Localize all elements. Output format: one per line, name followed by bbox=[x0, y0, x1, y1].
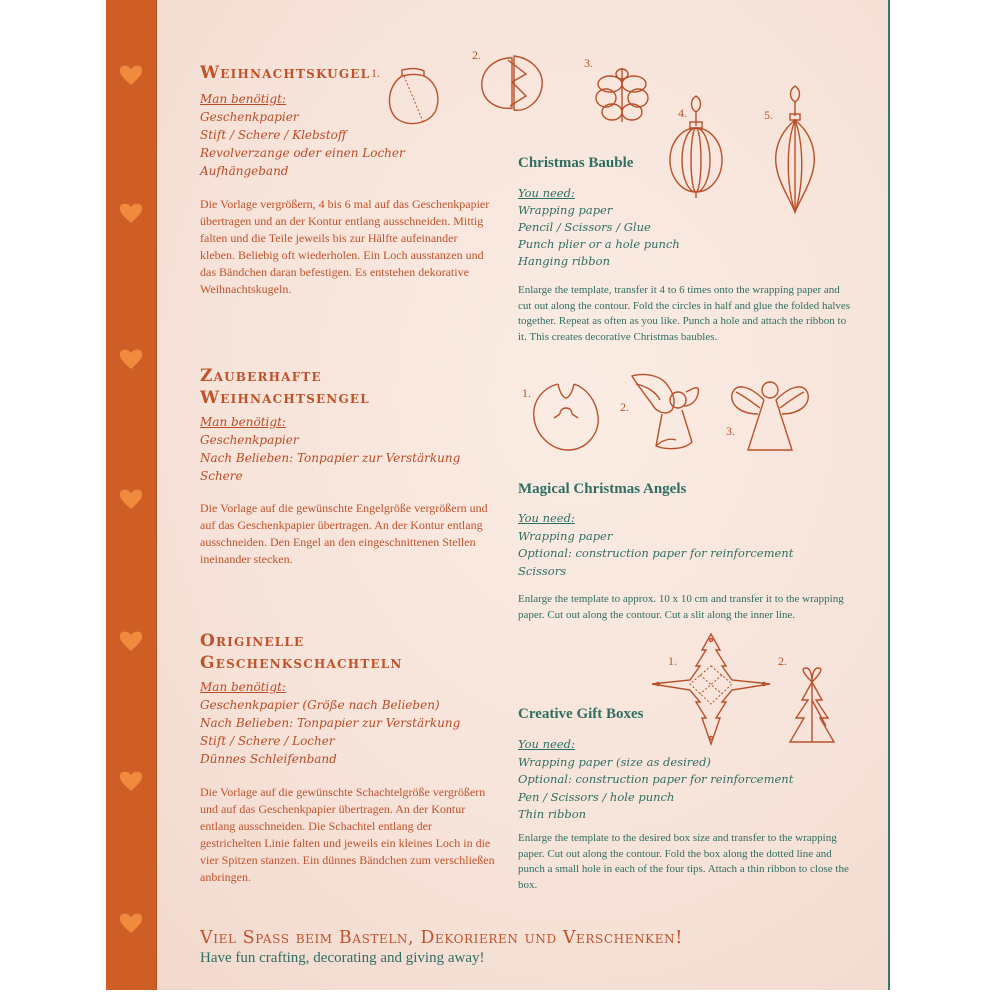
heart-icon bbox=[118, 62, 144, 88]
step-number: 3. bbox=[726, 424, 735, 438]
need-item: Nach Belieben: Tonpapier zur Verstärkung bbox=[200, 716, 461, 730]
step-number: 2. bbox=[472, 48, 481, 62]
bauble-instructions-de: Die Vorlage vergrößern, 4 bis 6 mal auf das Geschenkpapier übertragen und an der Kontur entlang ausschneiden. Mittig falten und die Teile jeweils bis zur Hälfte aufeinander kleben. Beliebig oft wiederholen. Ein Loch ausstanzen und das Bändchen daran befestigen. Es entstehen dekorative Weihnachtskugeln. bbox=[200, 197, 490, 296]
need-item: Punch plier or a hole punch bbox=[518, 237, 680, 251]
needs-label: You need: bbox=[518, 737, 575, 751]
need-item: Pen / Scissors / hole punch bbox=[518, 789, 675, 804]
heart-icon bbox=[118, 346, 144, 372]
step-number: 1. bbox=[522, 386, 531, 400]
angel-needs-en bbox=[518, 510, 793, 580]
boxes-title-en: Creative Gift Boxes bbox=[518, 706, 644, 722]
needs-label: Man benötigt: bbox=[200, 680, 286, 694]
bauble-illustration bbox=[666, 94, 726, 198]
heart-icon bbox=[118, 628, 144, 654]
angel-instructions-en: Enlarge the template to approx. 10 x 10 cm and transfer it to the wrapping paper. Cut out along the contour. Cut a slit along the inner line. bbox=[518, 593, 844, 621]
need-item: Wrapping paper bbox=[518, 203, 613, 217]
need-item: Scissors bbox=[518, 563, 567, 578]
angel-title-line2: Weihnachtsengel bbox=[200, 388, 370, 408]
need-item: Stift / Schere / Klebstoff bbox=[200, 128, 347, 142]
gift-box-illustration bbox=[650, 632, 772, 748]
bauble-title-en: Christmas Bauble bbox=[518, 155, 634, 171]
bauble-title-de: Weihnachtskugel bbox=[200, 63, 371, 83]
boxes-instructions-en: Enlarge the template to the desired box size and transfer to the wrapping paper. Cut out along the contour. Fold the box along the dotted line and punch a small hole in each of the four tips. Attach a thin ribbon to close the box. bbox=[518, 832, 849, 891]
bauble-illustration bbox=[770, 84, 820, 218]
heart-icon bbox=[118, 200, 144, 226]
needs-label: Man benötigt: bbox=[200, 92, 286, 106]
needs-label: You need: bbox=[518, 511, 575, 525]
need-item: Pencil / Scissors / Glue bbox=[518, 220, 651, 234]
page-edge bbox=[888, 0, 890, 990]
angel-illustration bbox=[626, 370, 702, 454]
angel-needs-de bbox=[200, 413, 460, 485]
boxes-needs-de bbox=[200, 678, 460, 768]
needs-label: You need: bbox=[518, 186, 575, 200]
angel-instructions-de: Die Vorlage auf die gewünschte Engelgröße vergrößern und auf das Geschenkpapier übertragen. An der Kontur entlang ausschneiden. Den Engel an den eingeschnittenen Stellen ineinander stecken. bbox=[200, 501, 488, 566]
bauble-illustration bbox=[478, 52, 548, 116]
need-item: Dünnes Schleifenband bbox=[200, 752, 337, 766]
boxes-needs-en bbox=[518, 736, 793, 824]
need-item: Revolverzange oder einen Locher bbox=[200, 146, 405, 160]
step-number: 2. bbox=[620, 400, 629, 414]
need-item: Optional: construction paper for reinforcement bbox=[518, 772, 794, 786]
need-item: Stift / Schere / Locher bbox=[200, 734, 335, 748]
bauble-needs-de bbox=[200, 90, 405, 180]
need-item: Nach Belieben: Tonpapier zur Verstärkung bbox=[200, 451, 461, 465]
boxes-title-line1: Originelle bbox=[200, 631, 305, 651]
need-item: Geschenkpapier bbox=[200, 110, 299, 124]
heart-icon bbox=[118, 910, 144, 936]
step-number: 4. bbox=[678, 106, 687, 120]
bauble-instructions-en: Enlarge the template, transfer it 4 to 6 times onto the wrapping paper and cut out along the contour. Fold the circles in half and glue the folded halves together. Repeat as often as you like. Punch a hole and attach the ribbon to it. This creates decorative Christmas baubles. bbox=[518, 284, 851, 343]
need-item: Geschenkpapier (Größe nach Belieben) bbox=[200, 698, 440, 712]
need-item: Aufhängeband bbox=[200, 164, 289, 178]
angel-title-line1: Zauberhafte bbox=[200, 366, 322, 386]
step-number: 5. bbox=[764, 108, 773, 122]
need-item: Schere bbox=[200, 469, 243, 483]
need-item: Wrapping paper (size as desired) bbox=[518, 754, 711, 769]
footer-de: Viel Spass beim Basteln, Dekorieren und Verschenken! bbox=[200, 928, 683, 948]
spine-edge bbox=[156, 0, 157, 990]
bauble-illustration bbox=[594, 64, 650, 128]
need-item: Hanging ribbon bbox=[518, 254, 610, 268]
boxes-title-line2: Geschenkschachteln bbox=[200, 653, 403, 673]
boxes-instructions-de: Die Vorlage auf die gewünschte Schachtelgröße vergrößern und auf das Geschenkpapier übertragen. An der Kontur entlang ausschneiden. Die Schachtel entlang der gestrichelten Linie falten und jeweils ein kleines Loch in die vier Spitzen stanzen. Ein dünnes Bändchen zum verschließen anbringen. bbox=[200, 785, 495, 884]
need-item: Thin ribbon bbox=[518, 807, 587, 821]
angel-illustration bbox=[730, 374, 810, 454]
boxes-title-de bbox=[200, 630, 403, 674]
step-number: 1. bbox=[371, 66, 380, 80]
heart-icon bbox=[118, 486, 144, 512]
angel-title-en: Magical Christmas Angels bbox=[518, 481, 687, 497]
heart-icon bbox=[118, 768, 144, 794]
need-item: Geschenkpapier bbox=[200, 433, 299, 447]
angel-title-de bbox=[200, 365, 370, 409]
need-item: Optional: construction paper for reinforcement bbox=[518, 546, 794, 560]
need-item: Wrapping paper bbox=[518, 528, 613, 543]
bauble-illustration bbox=[384, 66, 444, 130]
footer-en: Have fun crafting, decorating and giving away! bbox=[200, 950, 485, 966]
step-number: 1. bbox=[668, 654, 677, 668]
bauble-needs-en bbox=[518, 185, 680, 270]
gift-box-illustration bbox=[786, 666, 838, 748]
angel-illustration bbox=[530, 378, 602, 454]
step-number: 2. bbox=[778, 654, 787, 668]
needs-label: Man benötigt: bbox=[200, 415, 286, 429]
step-number: 3. bbox=[584, 56, 593, 70]
